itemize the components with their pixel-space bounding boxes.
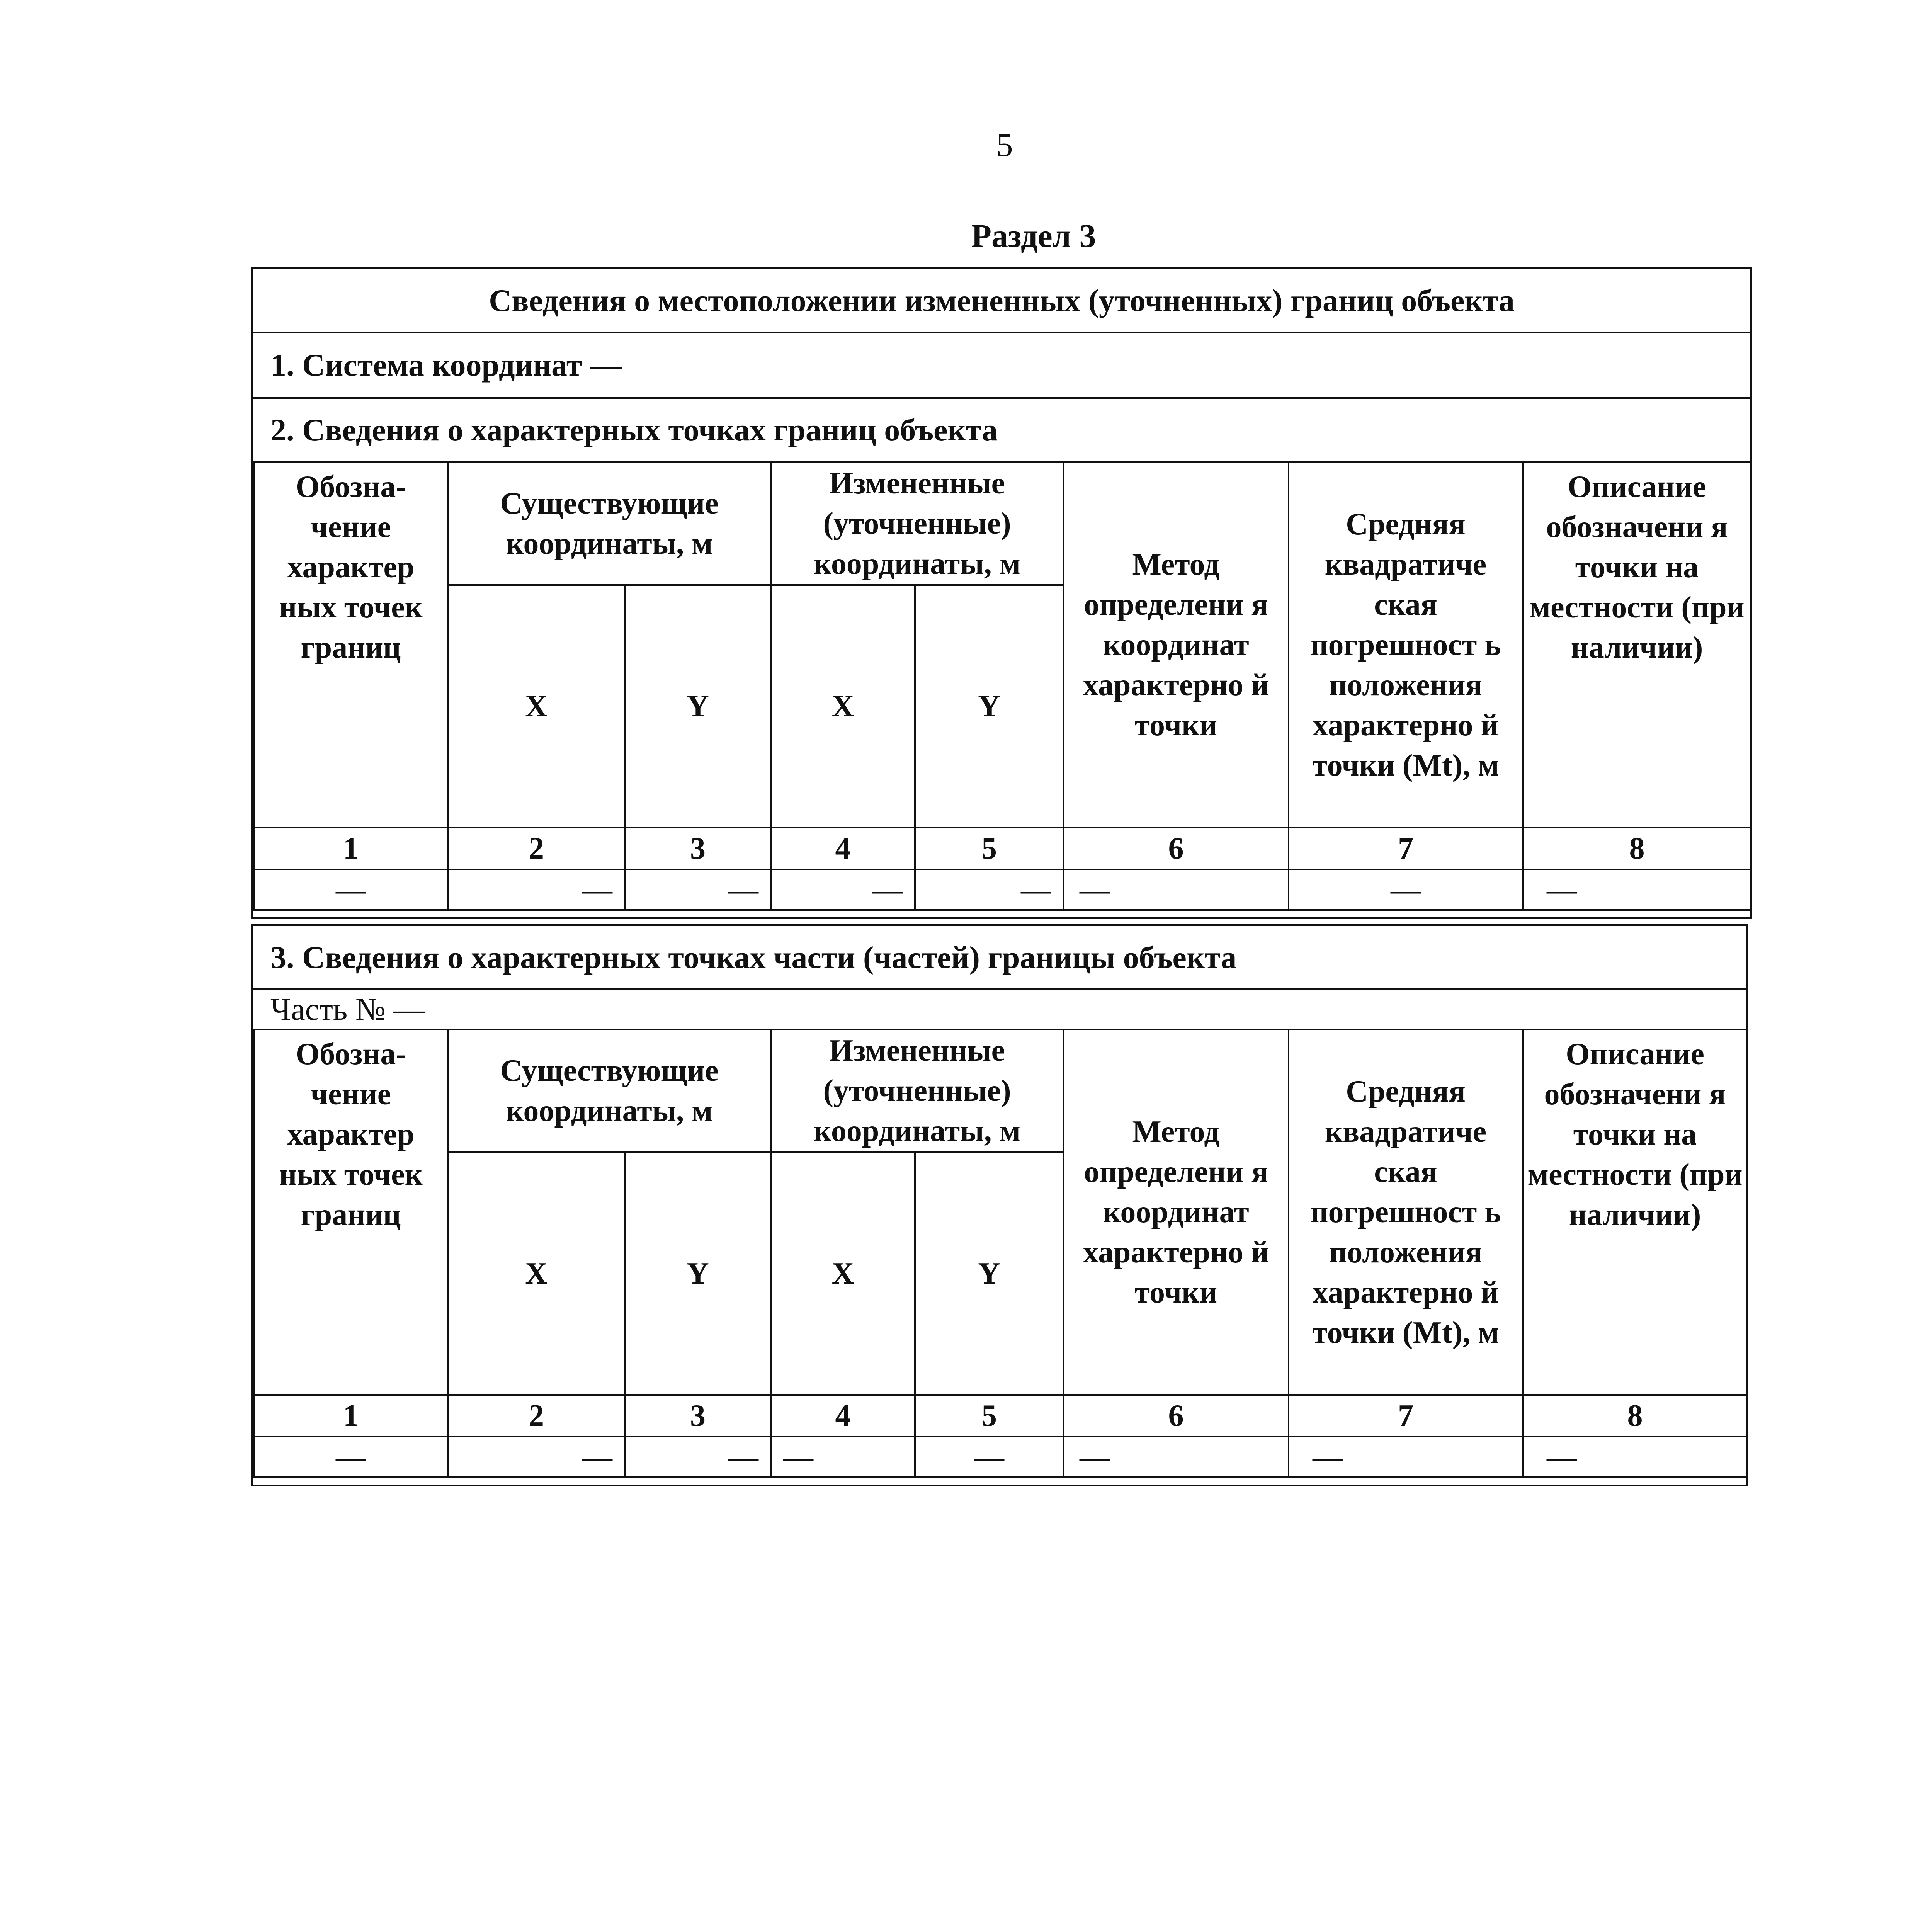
table-cell: — bbox=[771, 869, 915, 910]
part-points-block bbox=[251, 924, 1748, 1486]
column-number: 4 bbox=[771, 828, 915, 869]
designation-header: Обозна-чение характер ных точек границ bbox=[254, 462, 448, 828]
existing-x-header: X bbox=[448, 1152, 625, 1395]
table-row bbox=[254, 869, 1751, 910]
column-number: 2 bbox=[448, 828, 625, 869]
boundary-points-table bbox=[253, 461, 1752, 911]
method-header: Метод определени я координат характерно й точки bbox=[1063, 1029, 1289, 1395]
changed-coords-header: Измененные (уточненные) координаты, м bbox=[771, 462, 1063, 585]
page-number: 5 bbox=[996, 126, 1013, 163]
description-header: Описание обозначени я точки на местности (при наличии) bbox=[1523, 462, 1751, 828]
existing-y-header: Y bbox=[625, 1152, 771, 1395]
column-number: 5 bbox=[915, 828, 1063, 869]
column-number: 6 bbox=[1063, 828, 1289, 869]
table-row bbox=[254, 1437, 1747, 1477]
column-number: 3 bbox=[625, 828, 771, 869]
table-cell: — bbox=[448, 1437, 625, 1477]
table-cell: — bbox=[625, 869, 771, 910]
error-header: Средняя квадратиче ская погрешност ь положения характерно й точки (Mt), м bbox=[1289, 462, 1523, 828]
column-number: 7 bbox=[1289, 1395, 1523, 1437]
designation-header: Обозна-чение характер ных точек границ bbox=[254, 1029, 448, 1395]
table-cell: — bbox=[1523, 869, 1751, 910]
table-cell: — bbox=[915, 869, 1063, 910]
column-numbers-row bbox=[254, 828, 1751, 869]
table-cell: — bbox=[254, 1437, 448, 1477]
existing-y-header: Y bbox=[625, 585, 771, 828]
error-header: Средняя квадратиче ская погрешност ь положения характерно й точки (Mt), м bbox=[1289, 1029, 1523, 1395]
column-number: 3 bbox=[625, 1395, 771, 1437]
column-number: 8 bbox=[1523, 828, 1751, 869]
changed-x-header: X bbox=[771, 1152, 915, 1395]
existing-x-header: X bbox=[448, 585, 625, 828]
part-points-table bbox=[253, 1029, 1748, 1478]
part-points-heading: 3. Сведения о характерных точках части (частей) границы объекта bbox=[253, 926, 1746, 990]
block-title: Сведения о местоположении измененных (уточненных) границ объекта bbox=[253, 269, 1750, 333]
coordinate-system-row: 1. Система координат — bbox=[253, 333, 1750, 399]
section-title: Раздел 3 bbox=[971, 217, 1096, 254]
column-number: 8 bbox=[1523, 1395, 1747, 1437]
existing-coords-header: Существующие координаты, м bbox=[448, 462, 771, 585]
column-number: 4 bbox=[771, 1395, 915, 1437]
table-cell: — bbox=[1289, 1437, 1523, 1477]
changed-y-header: Y bbox=[915, 1152, 1063, 1395]
points-heading: 2. Сведения о характерных точках границ объекта bbox=[270, 412, 998, 447]
changed-coords-header: Измененные (уточненные) координаты, м bbox=[771, 1029, 1063, 1152]
boundary-info-block bbox=[251, 267, 1752, 919]
method-header: Метод определени я координат характерно й точки bbox=[1063, 462, 1289, 828]
table-cell: — bbox=[448, 869, 625, 910]
column-numbers-row bbox=[254, 1395, 1747, 1437]
changed-x-header: X bbox=[771, 585, 915, 828]
column-number: 2 bbox=[448, 1395, 625, 1437]
changed-y-header: Y bbox=[915, 585, 1063, 828]
column-number: 6 bbox=[1063, 1395, 1289, 1437]
description-header: Описание обозначени я точки на местности (при наличии) bbox=[1523, 1029, 1747, 1395]
table-cell: — bbox=[625, 1437, 771, 1477]
existing-coords-header: Существующие координаты, м bbox=[448, 1029, 771, 1152]
table-cell: — bbox=[771, 1437, 915, 1477]
table-cell: — bbox=[915, 1437, 1063, 1477]
table-cell: — bbox=[1289, 869, 1523, 910]
column-number: 1 bbox=[254, 1395, 448, 1437]
table-cell: — bbox=[254, 869, 448, 910]
column-number: 1 bbox=[254, 828, 448, 869]
table-cell: — bbox=[1063, 1437, 1289, 1477]
table-cell: — bbox=[1063, 869, 1289, 910]
column-number: 5 bbox=[915, 1395, 1063, 1437]
column-number: 7 bbox=[1289, 828, 1523, 869]
table-cell: — bbox=[1523, 1437, 1747, 1477]
part-number-row: Часть № — bbox=[270, 992, 425, 1027]
